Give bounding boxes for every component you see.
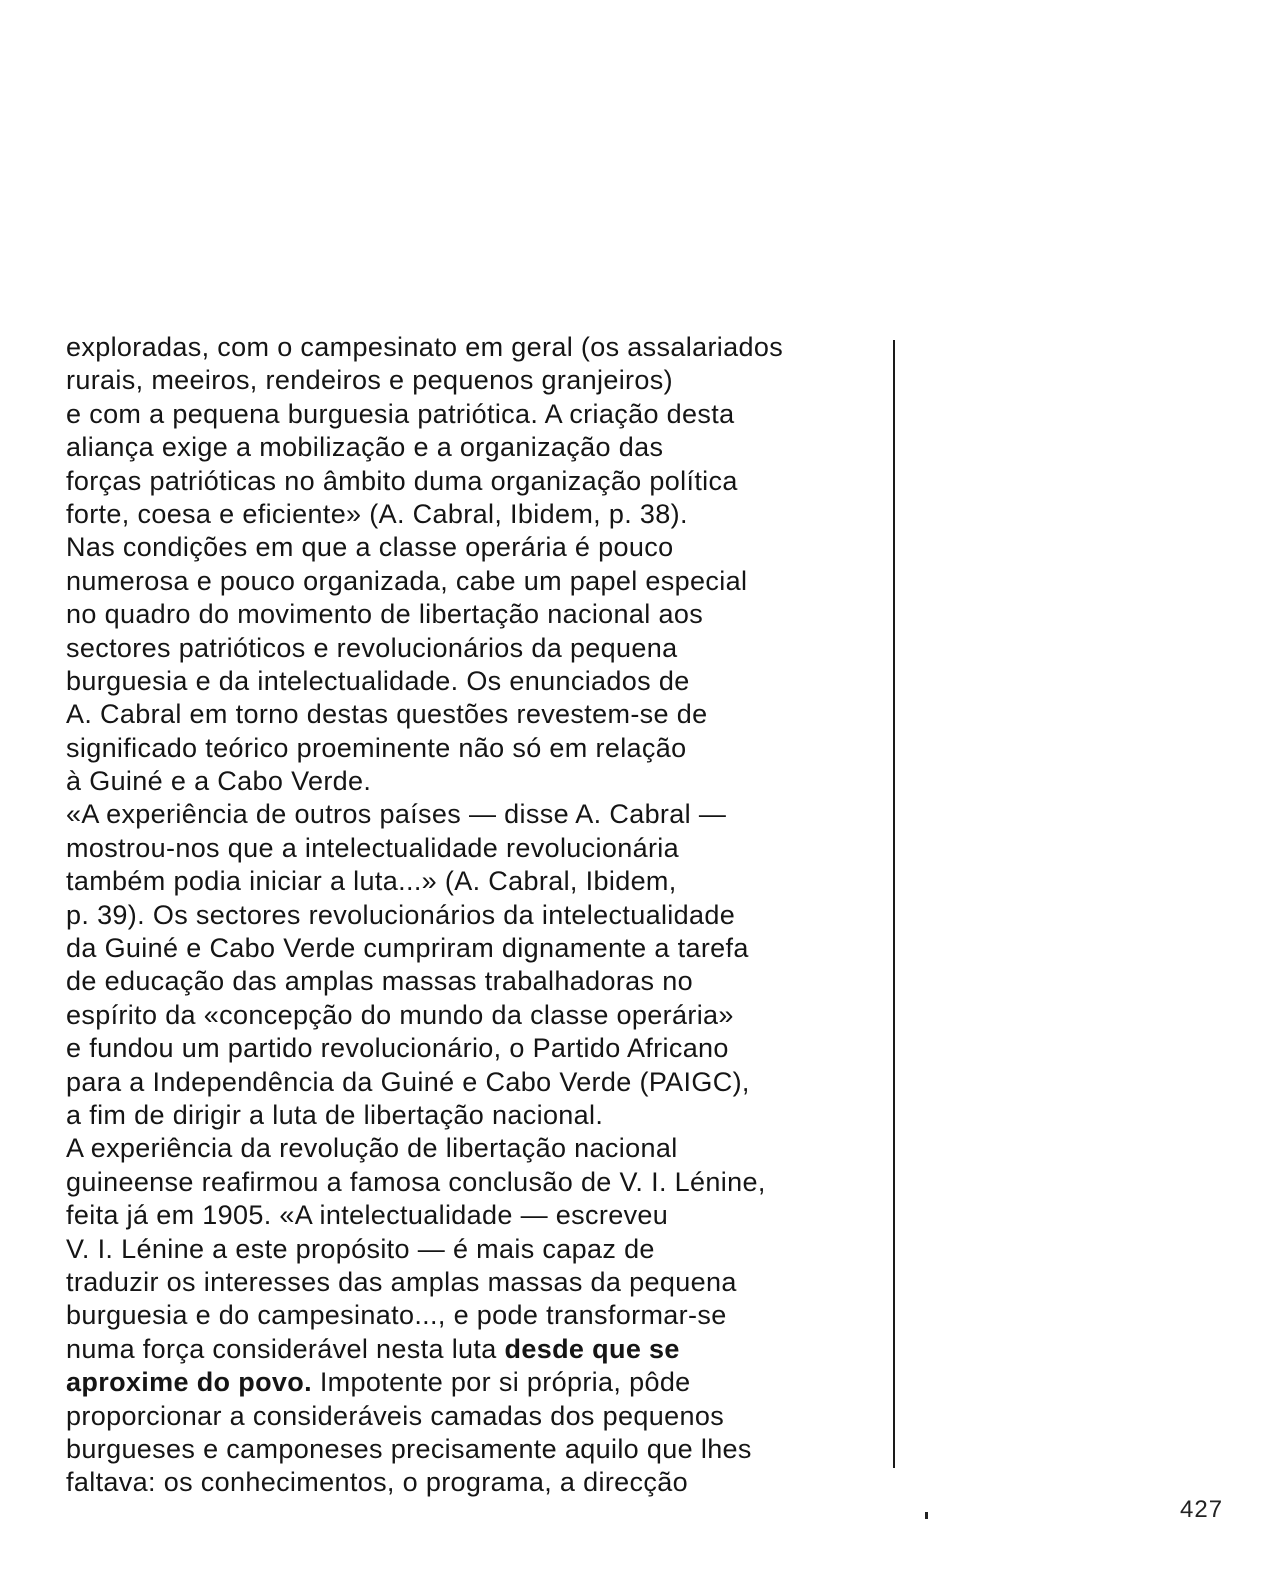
text-line: espírito da «concepção do mundo da classe operária»: [66, 999, 734, 1030]
text-line: rurais, meeiros, rendeiros e pequenos granjeiros): [66, 365, 673, 396]
text-line: V. I. Lénine a este propósito — é mais capaz de: [66, 1233, 655, 1264]
text-line-with-emphasis: [66, 1333, 886, 1366]
text-line: e com a pequena burguesia patriótica. A criação desta: [66, 398, 735, 429]
emphasis-text: desde que se: [504, 1333, 680, 1364]
body-text: [66, 331, 886, 1500]
text-segment: Impotente por si própria, pôde: [311, 1367, 691, 1398]
text-line: no quadro do movimento de libertação nacional aos: [66, 599, 704, 630]
text-line: forças patrióticas no âmbito duma organização política: [66, 465, 738, 496]
text-segment: numa força considerável nesta luta: [66, 1333, 505, 1364]
emphasis-text: aproxime do povo.: [66, 1367, 312, 1398]
text-line: burgueses e camponeses precisamente aquilo que lhes: [66, 1433, 752, 1464]
text-line: forte, coesa e eficiente» (A. Cabral, Ibidem, p. 38).: [66, 498, 688, 529]
text-line-with-emphasis: [66, 1366, 886, 1399]
page-number: 427: [1180, 1496, 1224, 1523]
margin-mark: [925, 1512, 928, 1519]
text-line: para a Independência da Guiné e Cabo Verde (PAIGC),: [66, 1066, 750, 1097]
text-line: proporcionar a consideráveis camadas dos pequenos: [66, 1400, 725, 1431]
text-line: também podia iniciar a luta...» (A. Cabral, Ibidem,: [66, 866, 677, 897]
text-line: mostrou-nos que a intelectualidade revolucionária: [66, 832, 680, 863]
margin-rule: [893, 340, 895, 1468]
text-line: «A experiência de outros países — disse A. Cabral —: [66, 799, 727, 830]
text-line: de educação das amplas massas trabalhadoras no: [66, 966, 693, 997]
text-line: Nas condições em que a classe operária é pouco: [66, 532, 674, 563]
text-line: e fundou um partido revolucionário, o Partido Africano: [66, 1033, 729, 1064]
text-line: burguesia e da intelectualidade. Os enunciados de: [66, 665, 690, 696]
text-line: A experiência da revolução de libertação nacional: [66, 1133, 678, 1164]
text-line: exploradas, com o campesinato em geral (os assalariados: [66, 332, 784, 362]
text-line: aliança exige a mobilização e a organização das: [66, 432, 664, 463]
text-line: guineense reafirmou a famosa conclusão de V. I. Lénine,: [66, 1166, 766, 1197]
text-line: faltava: os conhecimentos, o programa, a direcção: [66, 1467, 688, 1498]
text-line: sectores patrióticos e revolucionários da pequena: [66, 632, 678, 663]
text-line: da Guiné e Cabo Verde cumpriram dignamente a tarefa: [66, 933, 749, 964]
text-line: numerosa e pouco organizada, cabe um papel especial: [66, 565, 748, 596]
text-line: burguesia e do campesinato..., e pode transformar-se: [66, 1300, 727, 1331]
text-line: A. Cabral em torno destas questões revestem-se de: [66, 699, 708, 730]
text-line: feita já em 1905. «A intelectualidade — escreveu: [66, 1200, 669, 1231]
text-line: à Guiné e a Cabo Verde.: [66, 766, 372, 797]
text-line: traduzir os interesses das amplas massas da pequena: [66, 1266, 737, 1297]
text-line: p. 39). Os sectores revolucionários da intelectualidade: [66, 899, 736, 930]
text-line: significado teórico proeminente não só em relação: [66, 732, 687, 763]
text-line: a fim de dirigir a luta de libertação nacional.: [66, 1099, 604, 1130]
